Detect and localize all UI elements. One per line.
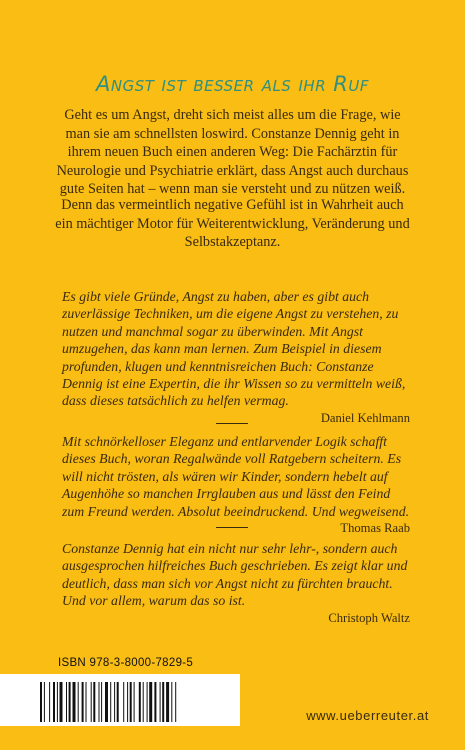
intro-paragraph-2: Denn das vermeintlich negative Gefühl ist in Wahrheit auch ein mächtiger Motor für Weiterentwicklung, Veränderung und Selbstakzeptanz. — [55, 197, 410, 251]
intro-paragraph-1: Geht es um Angst, dreht sich meist alles um die Frage, wie man sie am schnellsten loswird. Constanze Dennig geht in ihrem neuen Buch einen anderen Weg: Die Fachärztin für Neurologie und Psychiatrie erklärt, dass Angst auch durchaus gute Seiten hat – wenn man sie versteht und zu nützen weiß. — [56, 107, 409, 198]
barcode-bar — [127, 682, 128, 722]
barcode-bar — [105, 682, 108, 722]
barcode-bar — [114, 682, 115, 722]
barcode-bar — [154, 682, 156, 722]
barcode-bar — [110, 682, 111, 722]
review-quote-3 — [62, 540, 410, 627]
barcode-bar — [82, 682, 84, 722]
barcode-bar — [78, 682, 79, 722]
review-text: Mit schnörkelloser Eleganz und entlarvender Logik schafft dieses Buch, woran Regalwände voll Ratgebern scheitern. Es will nicht trösten, als wären wir Kinder, sondern hebelt auf Augenhöhe so manchen Irrglauben aus und lässt den Feind zum Freund werden. Absolut beeindruckend. Und wegweisend. — [62, 434, 410, 519]
publisher-url: www.ueberreuter.at — [306, 708, 429, 723]
review-text: Constanze Dennig hat ein nicht nur sehr lehr-, sondern auch ausgesprochen hilfreiches Buch geschrieben. Es zeigt klar und deutlich, dass man sich vor Angst nicht zu fürchten braucht. Und vor allem, warum das so ist. — [62, 541, 408, 609]
barcode-bar — [149, 682, 152, 722]
divider — [216, 527, 248, 528]
barcode-bar — [101, 682, 102, 722]
review-text: Es gibt viele Gründe, Angst zu haben, aber es gibt auch zuverlässige Techniken, um die eigene Angst zu verstehen, zu nutzen und manchmal sogar zu überwinden. Mit Angst umzugehen, das kann man lernen. Zum Beispiel in diesem profunden, klugen und kenntnisreichen Buch: Constanze Dennig ist eine Expertin, die ihr Wissen so zu vermitteln weiß, dass dieses tatsächlich zu helfen vermag. — [62, 289, 406, 409]
barcode-bar — [44, 682, 45, 722]
barcode-bar — [160, 682, 161, 722]
headline: Angst ist besser als ihr Ruf — [95, 72, 370, 96]
barcode-bar — [134, 682, 135, 722]
barcode-bar — [93, 682, 95, 722]
barcode-bar — [162, 682, 164, 722]
review-quote-1 — [62, 288, 410, 427]
barcode-bar — [99, 682, 100, 722]
barcode-bar — [139, 682, 141, 722]
barcode-bar — [73, 682, 76, 722]
barcode-bar — [147, 682, 148, 722]
barcode-bar — [166, 682, 169, 722]
barcode-panel — [0, 674, 240, 726]
barcode-bar — [117, 682, 119, 722]
barcode-bar — [40, 682, 42, 722]
isbn-number: ISBN 978-3-8000-7829-5 — [58, 657, 194, 669]
barcode-bar — [143, 682, 144, 722]
barcode-bar — [60, 682, 63, 722]
barcode-bar — [130, 682, 132, 722]
barcode-bar — [175, 682, 176, 722]
review-author: Daniel Kehlmann — [320, 410, 410, 425]
review-quote-2 — [62, 433, 410, 537]
barcode-bar — [49, 682, 50, 722]
review-author: Christoph Waltz — [328, 610, 410, 625]
barcode-bar — [91, 682, 92, 722]
barcode-bar — [171, 682, 172, 722]
review-author: Thomas Raab — [340, 521, 410, 536]
barcode-bar — [57, 682, 58, 722]
divider — [216, 423, 248, 424]
barcode-bar — [86, 682, 87, 722]
barcode-bar — [123, 682, 124, 722]
barcode-bar — [66, 682, 67, 722]
barcode-bar — [69, 682, 71, 722]
barcode-bar — [53, 682, 55, 722]
barcode-icon — [40, 682, 210, 722]
